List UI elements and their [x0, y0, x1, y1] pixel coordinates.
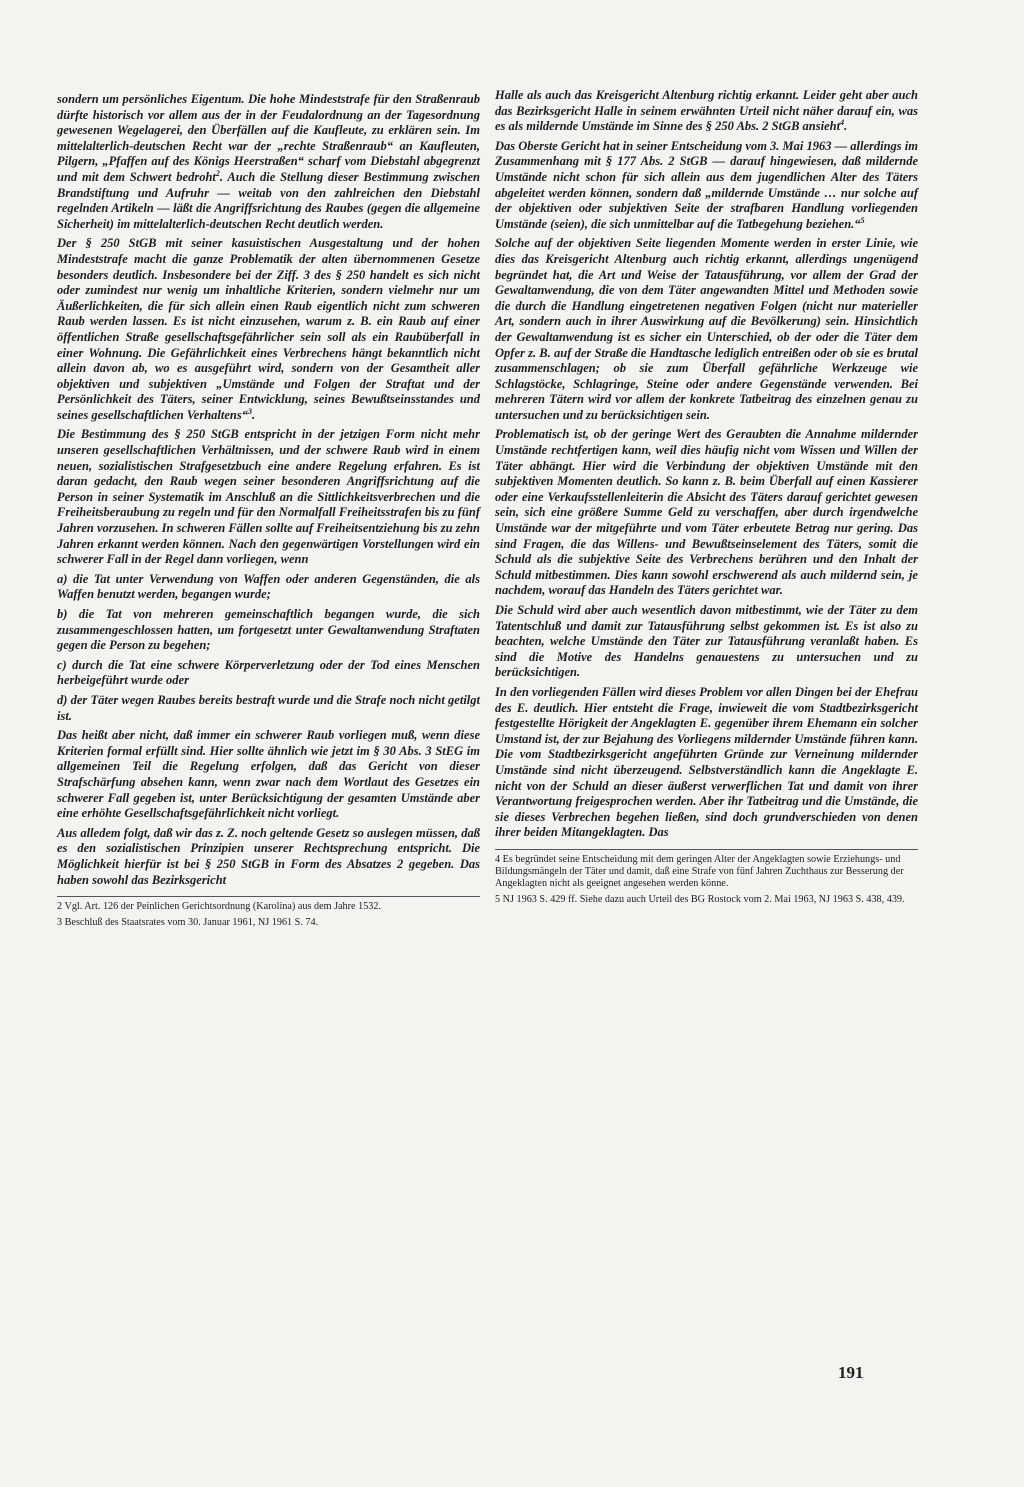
list-item: c) durch die Tat eine schwere Körperverletzung oder der Tod eines Menschen herbeigeführt wurde oder — [57, 657, 480, 688]
footnotes — [57, 896, 480, 929]
footnote-ref: 5 — [860, 215, 865, 225]
paragraph: Die Schuld wird aber auch wesentlich davon mitbestimmt, wie der Täter zu dem Tatentschluß und damit zur Tatausführung selbst gekommen ist. Es ist also zu beachten, welche Umstände den Täter zur Tatausführung veranlaßt haben. Es sind die Motive des Handelns genauestens zu untersuchen und zu berücksichtigen. — [495, 603, 918, 680]
footnote-ref: 3 — [247, 406, 252, 416]
list-item: b) die Tat von mehreren gemeinschaftlich begangen wurde, die sich zusammengeschlossen hatten, um fortgesetzt unter Gewaltanwendung Straftaten gegen die Person zu begehen; — [57, 607, 480, 653]
footnote: 2 Vgl. Art. 126 der Peinlichen Gerichtsordnung (Karolina) aus dem Jahre 1532. — [57, 901, 382, 913]
paragraph: Solche auf der objektiven Seite liegenden Momente werden in erster Linie, wie dies das Kreisgericht Altenburg auch richtig erkannt, allerdings ungenügend begründet hat, die Art und Weise der Tatausführung, vor allem der Grad der Gewaltanwendung, die von dem Täter angewandten Mittel und Methoden sowie die durch die Handlung eingetretenen negativen Folgen (nicht nur materieller Art, sondern auch in ihrer Auswirkung auf die Bevölkerung) sein. Hinsichtlich der Gewaltanwendung ist es sicher ein Unterschied, ob der oder die Täter dem Opfer z. B. auf der Straße die Handtasche lediglich entreißen oder ob sie es brutal zusammenschlagen; ob sie zum Überfall gefährliche Werkzeuge wie Schlagstöcke, Schlagringe, Steine oder andere Gegenstände verwenden. Bei mehreren Tätern wird vor allem der konkrete Tatbeitrag des einzelnen genau zu untersuchen und zu berücksichtigen sein. — [495, 236, 918, 422]
paragraph: Der § 250 StGB mit seiner kasuistischen Ausgestaltung und der hohen Mindeststrafe macht die ganze Problematik der alten übernommenen Gesetze besonders deutlich. Insbesondere bei der Ziff. 3 des § 250 handelt es sich nicht oder zumindest nur wenig um inhaltliche Kriterien, sondern vielmehr nur um Äußerlichkeiten, die für sich allein einen Raub eigentlich nicht zum schweren Raub werden lassen. Es ist nicht einzusehen, warum z. B. ein Raub auf einer öffentlichen Straße gesellschaftsgefährlicher sein soll als ein Raubüberfall in einer Wohnung. Die Gefährlichkeit eines Verbrechens hängt bekanntlich nicht allein davon ab, wo es ausgeführt wird, sondern von der Gesamtheit aller objektiven und subjektiven „Umstände und Folgen der Straftat und der Persönlichkeit des Täters, seiner Entwicklung, seines Bewußtseinsstandes und seines gesellschaftlichen Verhaltens“$^3$. — [57, 236, 480, 422]
paragraph: Problematisch ist, ob der geringe Wert des Geraubten die Annahme mildernder Umstände rechtfertigen kann, weil dies häufig nicht vom Wissen und Willen der Täter abhängt. Hier wird die Verbindung der objektiven Umstände mit den subjektiven Momenten deutlich. So kann z. B. beim Überfall auf einen Kassierer oder eine Verkaufsstellenleiterin die Absicht des Täters darauf gerichtet gewesen sein, sich eine größere Summe Geld zu verschaffen, aber durch irgendwelche Umstände war der mitgeführte und vom Täter erbeutete Betrag nur gering. Das sind Fragen, die das Willens- und Bewußtseinselement des Täters, somit die Schuld als die subjektive Seite des Verbrechens berühren und den Inhalt der Schuld mitbestimmen. Dies kann sowohl erschwerend als auch mildernd sein, je nachdem, worauf das Handeln des Täters gerichtet war. — [495, 427, 918, 598]
list-item: d) der Täter wegen Raubes bereits bestraft wurde und die Strafe noch nicht getilgt ist. — [57, 692, 480, 723]
paragraph: In den vorliegenden Fällen wird dieses Problem vor allen Dingen bei der Ehefrau des E. deutlich. Hier entsteht die Frage, inwieweit die vom Stadtbezirksgericht festgestellte Hörigkeit der Angeklagten E. gegenüber ihrem Ehemann ein solcher Umstand ist, der zur Bejahung des Vorliegens mildernder Umstände führen kann. Die vom Stadtbezirksgericht angeführten Gründe zur Verneinung mildernder Umstände sind nicht überzeugend. Selbstverständlich kann die Angeklagte E. nicht von der Schuld an dieser äußerst verwerflichen Tat und damit von ihrer Verantwortung freigesprochen werden. Aber ihr Tatbeitrag und die Umstände, die sie dieses Verbrechen begehen ließen, sind doch grundverschieden von denen ihrer beiden Mitangeklagten. Das — [495, 684, 918, 840]
left-column — [57, 92, 480, 933]
paragraph: Das heißt aber nicht, daß immer ein schwerer Raub vorliegen muß, wenn diese Kriterien formal erfüllt sind. Hier sollte ähnlich wie jetzt im § 30 Abs. 3 StEG im allgemeinen Teil die Regelung erfolgen, daß das Gericht von dieser Strafschärfung absehen kann, wenn zwar nach dem Wortlaut des Gesetzes ein schwerer Fall gegeben ist, unter Berücksichtigung der gesamten Umstände aber eine erhöhte Gesellschaftsgefährlichkeit nicht vorliegt. — [57, 728, 480, 821]
footnote: 3 Beschluß des Staatsrates vom 30. Januar 1961, NJ 1961 S. 74. — [57, 917, 319, 929]
right-column — [495, 88, 918, 910]
list-item: a) die Tat unter Verwendung von Waffen oder anderen Gegenständen, die als Waffen benutzt werden, begangen wurde; — [57, 571, 480, 602]
footnote: 4 Es begründet seine Entscheidung mit dem geringen Alter der Angeklagten sowie Erziehungs- und Bildungsmängeln der Täter und damit, daß eine Strafe von fünf Jahren Zuchthaus zur Besserung der Angeklagten nicht als geeignet angesehen werden könne. — [495, 853, 904, 889]
paragraph: Halle als auch das Kreisgericht Altenburg richtig erkannt. Leider geht aber auch das Bezirksgericht Halle in seinem erwähnten Urteil nicht näher darauf ein, was es als mildernde Umstände im Sinne des § 250 Abs. 2 StGB ansieht$^4$. — [495, 88, 918, 134]
paragraph: Das Oberste Gericht hat in seiner Entscheidung vom 3. Mai 1963 — allerdings im Zusammenhang mit § 177 Abs. 2 StGB — darauf hingewiesen, daß mildernde Umstände nicht schon für sich allein aus dem jugendlichen Alter des Täters abgeleitet werden können, sondern daß „mildernde Umstände … nur solche auf der objektiven oder subjektiven Seite der strafbaren Handlung vorliegenden Umstände (seien), die sich unmittelbar auf die Tatbegehung beziehen.“$^5$ — [495, 138, 918, 231]
paragraph: Die Bestimmung des § 250 StGB entspricht in der jetzigen Form nicht mehr unseren gesellschaftlichen Verhältnissen, und der schwere Raub wird in einem neuen, sozialistischen Strafgesetzbuch eine andere Regelung erfahren. Es ist daran gedacht, den Raub wegen seiner besonderen Angriffsrichtung auf die Person in seiner Systematik im Anschluß an die Sittlichkeitsverbrechen und die Freiheitsberaubung zu regeln und für den Normalfall Freiheitsstrafen bis zu fünf Jahren vorzusehen. In schweren Fällen sollte auf Freiheitsentziehung bis zu zehn Jahren erkannt werden können. Nach den gegenwärtigen Vorstellungen wird ein schwerer Fall in der Regel dann vorliegen, wenn — [57, 427, 480, 567]
footnotes — [495, 849, 918, 906]
paragraph: sondern um persönliches Eigentum. Die hohe Mindeststrafe für den Straßenraub dürfte historisch vor allem aus der in der Feudalordnung an der Tagesordnung gewesenen Wegelagerei, den Überfällen auf die Kaufleute, zu erklären sein. Im mittelalterlich-deutschen Recht war der „rechte Straßenraub“ an Kaufleuten, Pilgern, „Pfaffen auf des Königs Heerstraßen“ scharf vom Diebstahl abgegrenzt und mit dem Schwert bedroht$^2$. Auch die Stellung dieser Bestimmung zwischen Brandstiftung und Aufruhr — weitab von den zahlreichen den Diebstahl regelnden Artikeln — läßt die Angriffsrichtung des Raubes (gegen die allgemeine Sicherheit) im mittelalterlich-deutschen Recht deutlich werden. — [57, 92, 480, 231]
paragraph: Aus alledem folgt, daß wir das z. Z. noch geltende Gesetz so auslegen müssen, daß es den sozialistischen Prinzipien unserer Rechtsprechung entspricht. Die Möglichkeit hierfür ist bei § 250 StGB in Form des Absatzes 2 gegeben. Das haben sowohl das Bezirksgericht — [57, 825, 480, 887]
footnote-ref: 4 — [840, 118, 845, 128]
footnote-ref: 2 — [215, 168, 220, 178]
page-number: 191 — [838, 1363, 864, 1382]
footnote: 5 NJ 1963 S. 429 ff. Siehe dazu auch Urteil des BG Rostock vom 2. Mai 1963, NJ 1963 S. 438, 439. — [495, 893, 905, 905]
